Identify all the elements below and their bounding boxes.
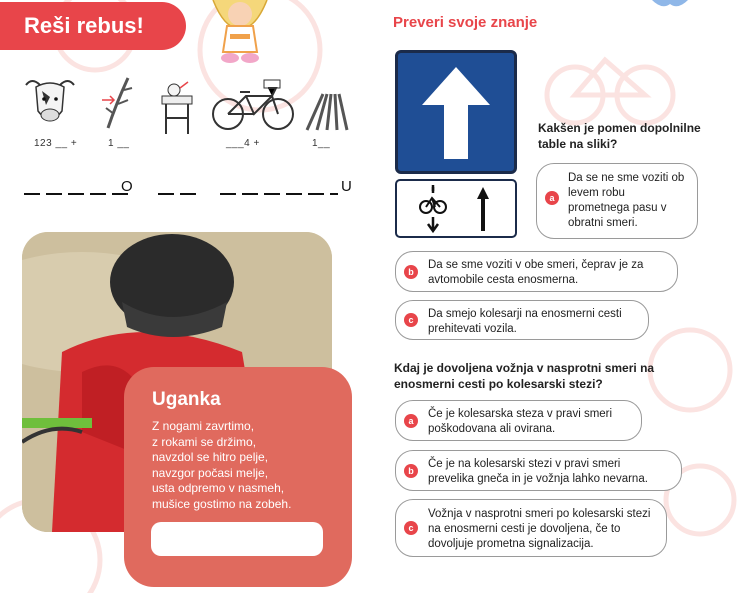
rebus-code-4: 1__ — [312, 138, 331, 149]
riddle-card — [124, 367, 352, 587]
sticks-bundle-icon — [303, 92, 353, 132]
answer-q2-b[interactable] — [395, 450, 682, 491]
answer-text: Če je kolesarska steza v pravi smeri poškodovana ali ovirana. — [428, 408, 613, 435]
riddle-line: navzgor počasi melje, — [152, 465, 269, 480]
one-way-road-sign — [395, 50, 517, 174]
rebus-code-2: 1 __ — [108, 138, 130, 149]
stool-with-apple-icon — [158, 78, 200, 136]
answer-letter-badge: b — [404, 464, 418, 478]
rebus-letter-o: O — [121, 178, 134, 195]
rebus-answer-blanks — [22, 180, 362, 200]
answer-text: Da se sme voziti v obe smeri, čeprav je za avtomobile cesta enosmerna. — [428, 259, 644, 286]
riddle-line: usta odpremo v nasmeh, — [152, 481, 285, 495]
answer-text: Da smejo kolesarji na enosmerni cesti prehitevati vozila. — [428, 308, 622, 335]
answer-q1-c[interactable] — [395, 300, 649, 340]
rebus-code-3: ___4 + — [226, 138, 260, 149]
riddle-title: Uganka — [152, 389, 221, 410]
answer-q2-a[interactable] — [395, 400, 642, 441]
riddle-line: z rokami se držimo, — [152, 434, 257, 449]
answer-letter-badge: b — [404, 265, 418, 279]
answer-q1-a[interactable] — [536, 163, 698, 239]
answer-letter-badge: a — [545, 191, 559, 205]
answer-letter-badge: c — [404, 521, 418, 535]
cow-icon — [22, 75, 78, 129]
bicycle-two-way-icon — [397, 181, 515, 236]
question-1: Kakšen je pomen dopolnilne table na sliki? — [538, 121, 701, 151]
rebus-letter-u: U — [341, 178, 353, 195]
rebus-title: Reši rebus! — [24, 13, 144, 38]
answer-q1-b[interactable] — [395, 251, 678, 292]
up-arrow-icon — [398, 53, 514, 171]
branch-with-arrow-icon — [100, 74, 140, 130]
rebus-title-badge — [0, 2, 186, 50]
supplementary-sign — [395, 179, 517, 238]
answer-q2-c[interactable] — [395, 499, 667, 557]
bicycle-icon — [210, 78, 296, 132]
quiz-title: Preveri svoje znanje — [393, 14, 538, 31]
answer-text: Da se ne sme voziti ob levem robu prometnega pasu v obratni smeri. — [568, 172, 685, 229]
riddle-line: Z nogami zavrtimo, — [152, 419, 255, 433]
answer-letter-badge: a — [404, 414, 418, 428]
mascot-girl-illustration — [205, 0, 275, 64]
riddle-line: mušice gostimo na zobeh. — [152, 496, 292, 511]
riddle-line: navzdol se hitro pelje, — [152, 450, 269, 464]
riddle-answer-field[interactable] — [151, 522, 323, 556]
answer-letter-badge: c — [404, 313, 418, 327]
rebus-code-1: 123 __ + — [34, 138, 78, 149]
blue-shoe-illustration — [650, 0, 690, 10]
answer-text: Če je na kolesarski stezi v pravi smeri prevelika gneča in je vožnja lahko nevarna. — [428, 458, 648, 485]
question-2: Kdaj je dovoljena vožnja v nasprotni smeri na enosmerni cesti po kolesarski stezi? — [394, 361, 655, 391]
answer-text: Vožnja v nasprotni smeri po kolesarski stezi na enosmerni cesti je dovoljena, če to dovoljuje prometna signalizacija. — [428, 508, 651, 550]
